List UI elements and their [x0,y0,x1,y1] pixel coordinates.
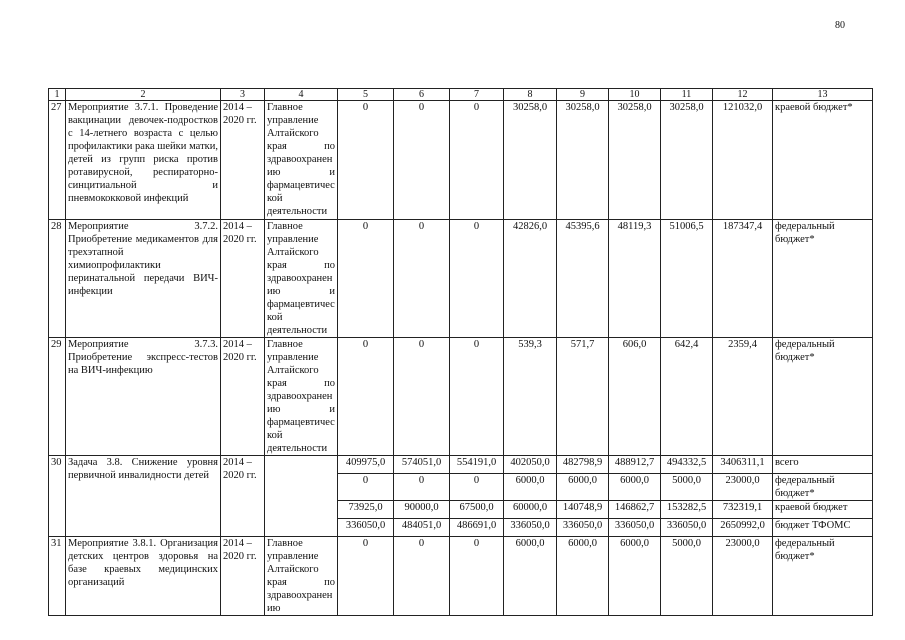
value-cell: 5000,0 [661,474,713,501]
value-cell: 336050,0 [504,519,557,537]
value-cell: 6000,0 [557,474,609,501]
value-cell: 0 [394,474,450,501]
funding-source: всего [773,456,873,474]
funding-source: краевой бюджет [773,501,873,519]
value-cell: 488912,7 [609,456,661,474]
executor: Главное управление Алтайского края по здравоохранению [265,537,338,616]
value-cell: 0 [450,338,504,456]
table-row [49,537,873,616]
activity-name: Мероприятие 3.7.2. Приобретение медикаментов для трехэтапной химиопрофилактики перинатальной передачи ВИЧ-инфекции [66,220,221,338]
value-cell: 146862,7 [609,501,661,519]
header-cell: 6 [394,89,450,101]
row-number: 28 [49,220,66,338]
value-cell: 6000,0 [504,537,557,616]
row-number: 27 [49,101,66,220]
value-cell: 30258,0 [504,101,557,220]
value-cell: 23000,0 [713,474,773,501]
program-table [48,88,873,616]
funding-source: федеральный бюджет* [773,220,873,338]
value-cell: 67500,0 [450,501,504,519]
table-row [49,220,873,338]
value-cell: 0 [450,474,504,501]
header-cell: 9 [557,89,609,101]
value-cell: 336050,0 [338,519,394,537]
value-cell: 606,0 [609,338,661,456]
value-cell: 0 [450,537,504,616]
table-row [49,101,873,220]
value-cell: 60000,0 [504,501,557,519]
value-cell: 6000,0 [557,537,609,616]
table-row [49,338,873,456]
period: 2014 – 2020 гг. [221,537,265,616]
value-cell: 2650992,0 [713,519,773,537]
value-cell: 42826,0 [504,220,557,338]
value-cell: 409975,0 [338,456,394,474]
period: 2014 – 2020 гг. [221,338,265,456]
value-cell: 90000,0 [394,501,450,519]
value-cell: 73925,0 [338,501,394,519]
value-cell: 3406311,1 [713,456,773,474]
value-cell: 642,4 [661,338,713,456]
value-cell: 6000,0 [504,474,557,501]
header-row [49,89,873,101]
value-cell: 482798,9 [557,456,609,474]
funding-source: краевой бюджет* [773,101,873,220]
value-cell: 6000,0 [609,474,661,501]
executor: Главное управление Алтайского края по здравоохранению и фармацевтической деятельности [265,101,338,220]
executor: Главное управление Алтайского края по здравоохранению и фармацевтической деятельности [265,338,338,456]
value-cell: 0 [338,537,394,616]
value-cell: 574051,0 [394,456,450,474]
value-cell: 336050,0 [557,519,609,537]
activity-name: Мероприятие 3.7.1. Проведение вакцинации девочек-подростков с 14-летнего возраста с целью профилактики рака шейки матки, детей из групп риска против ротавирусной, респираторно-синцитиальной и пневмококковой инфекций [66,101,221,220]
executor: Главное управление Алтайского края по здравоохранению и фармацевтической деятельности [265,220,338,338]
value-cell: 121032,0 [713,101,773,220]
value-cell: 484051,0 [394,519,450,537]
value-cell: 2359,4 [713,338,773,456]
value-cell: 30258,0 [661,101,713,220]
value-cell: 336050,0 [609,519,661,537]
value-cell: 0 [338,338,394,456]
value-cell: 0 [394,101,450,220]
row-number: 30 [49,456,66,537]
value-cell: 45395,6 [557,220,609,338]
value-cell: 30258,0 [557,101,609,220]
header-cell: 10 [609,89,661,101]
value-cell: 0 [450,101,504,220]
value-cell: 23000,0 [713,537,773,616]
period: 2014 – 2020 гг. [221,101,265,220]
value-cell: 0 [338,220,394,338]
header-cell: 3 [221,89,265,101]
funding-source: федеральный бюджет* [773,474,873,501]
row-number: 29 [49,338,66,456]
header-cell: 4 [265,89,338,101]
value-cell: 0 [338,474,394,501]
period: 2014 – 2020 гг. [221,456,265,537]
value-cell: 732319,1 [713,501,773,519]
value-cell: 554191,0 [450,456,504,474]
page-number: 80 [835,20,845,31]
task-name: Задача 3.8. Снижение уровня первичной инвалидности детей [66,456,221,537]
header-cell: 7 [450,89,504,101]
value-cell: 0 [338,101,394,220]
activity-name: Мероприятие 3.7.3. Приобретение экспресс-тестов на ВИЧ-инфекцию [66,338,221,456]
funding-source: федеральный бюджет* [773,537,873,616]
activity-name: Мероприятие 3.8.1. Организация детских центров здоровья на базе краевых медицинских организаций [66,537,221,616]
table-row [49,456,873,474]
header-cell: 1 [49,89,66,101]
value-cell: 402050,0 [504,456,557,474]
funding-source: федеральный бюджет* [773,338,873,456]
period: 2014 – 2020 гг. [221,220,265,338]
row-number: 31 [49,537,66,616]
header-cell: 11 [661,89,713,101]
value-cell: 0 [394,338,450,456]
header-cell: 2 [66,89,221,101]
value-cell: 51006,5 [661,220,713,338]
value-cell: 539,3 [504,338,557,456]
value-cell: 153282,5 [661,501,713,519]
funding-source: бюджет ТФОМС [773,519,873,537]
value-cell: 0 [394,537,450,616]
value-cell: 187347,4 [713,220,773,338]
value-cell: 0 [450,220,504,338]
value-cell: 494332,5 [661,456,713,474]
value-cell: 140748,9 [557,501,609,519]
executor [265,456,338,537]
value-cell: 5000,0 [661,537,713,616]
header-cell: 13 [773,89,873,101]
value-cell: 486691,0 [450,519,504,537]
header-cell: 8 [504,89,557,101]
value-cell: 0 [394,220,450,338]
value-cell: 6000,0 [609,537,661,616]
value-cell: 571,7 [557,338,609,456]
header-cell: 5 [338,89,394,101]
header-cell: 12 [713,89,773,101]
value-cell: 336050,0 [661,519,713,537]
value-cell: 48119,3 [609,220,661,338]
value-cell: 30258,0 [609,101,661,220]
